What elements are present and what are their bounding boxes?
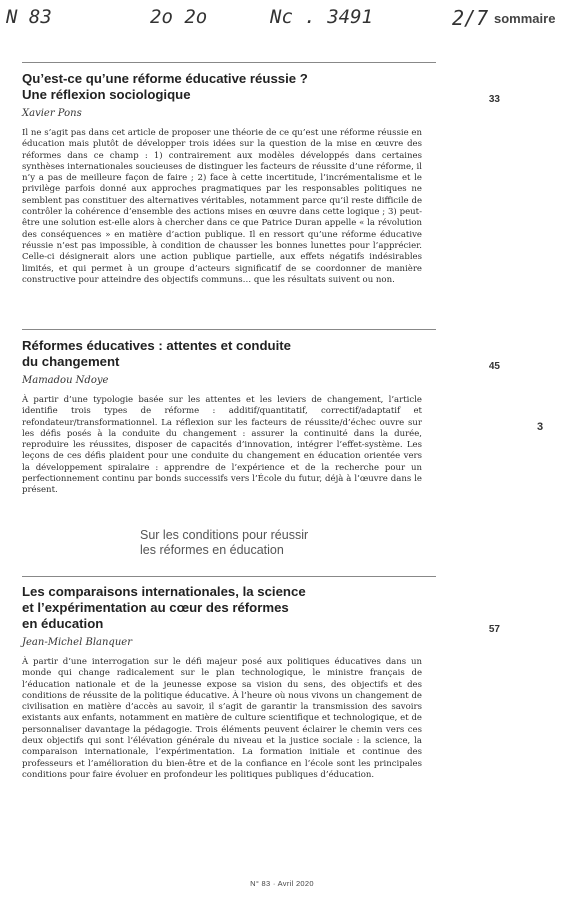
article-title [22,338,452,370]
article-author: Mamadou Ndoye [22,375,109,386]
handwritten-catalog-number: Nc . 3491 [270,6,373,28]
handwritten-issue-number: N 83 [6,6,52,28]
page-marker: 3 [537,421,544,433]
article-title [22,584,452,632]
article-abstract: À partir d’une interrogation sur le défi majeur posé aux politiques éducatives dans un monde qui change radicalement sur le plan technologique, le ministre français de l’éducation nationale et de la jeunesse expose sa vision du sens, des objectifs et des conditions de réussite de la politique éducative. À l’heure où nous vivons un changement de civilisation en matière d’accès au savoir, il s’agit de garantir la transmission des savoirs existants aux enfants, notamment en matière de culture scientifique et technologique, et de personnaliser davantage la pédagogie. Trois éléments peuvent éclairer le chemin vers ces deux objectifs qui sont l’élévation générale du niveau et la justice sociale : la science, la comparaison internationale, l’expérimentation. La formation initiale et continue des professeurs et l’amélioration du bien-être et de la confiance en l’école sont les principales conditions pour faire évoluer en profondeur les politiques publiques d’éducation. [22,657,422,780]
article-title-line: Une réflexion sociologique [22,87,191,102]
article-page-number: 57 [488,624,500,635]
article-title-line: Les comparaisons internationales, la science [22,584,306,599]
article-title-line: du changement [22,354,120,369]
handwritten-year: 2o 2o [150,6,208,28]
section-heading [140,528,400,558]
footer-issue-date: N° 83 · Avril 2020 [250,879,314,888]
article-title [22,71,452,103]
section-heading-line: les réformes en éducation [140,543,284,557]
article-abstract: Il ne s’agit pas dans cet article de proposer une théorie de ce qu’est une réforme réussie en éducation mais plutôt de développer trois idées sur la question de la mise en œuvre des réformes dans ce champ : 1) contrairement aux modèles développés dans certaines synthèses internationales soucieuses de distinguer les facteurs de réussite d’une réforme, il n’y a pas de meilleure façon de faire ; 2) face à cette incertitude, l’incrémentalisme et le privilège parfois donné aux approches pragmatiques par les responsables politiques ne semblent pas constituer des alternatives véritables, notamment parce qu’il reste difficile de contrôler la cohérence d’ensemble des actions mises en œuvre dans cette logique ; 3) peut-être une solution est-elle alors à chercher dans ce que Patrice Duran appelle « la révolution des conséquences » en matière d’action publique. Il en ressort qu’une réforme éducative réussie n’est pas impossible, à condition de chausser les bonnes lunettes pour l’apprécier. Celle-ci désignerait alors une action publique partielle, aux effets négatifs indésirables limités, et qui permet à un groupe d’acteurs significatif de se coordonner de manière constructive pour atteindre des objectifs communs… que les résultats suivent ou non. [22,128,422,285]
article-title-line: Qu’est-ce qu’une réforme éducative réussie ? [22,71,308,86]
divider [22,329,436,330]
article-page-number: 33 [488,94,500,105]
page-title: sommaire [494,11,556,26]
handwritten-fraction: 2/7 [452,6,489,30]
article-title-line: et l’expérimentation au cœur des réformes [22,600,289,615]
section-heading-line: Sur les conditions pour réussir [140,528,309,542]
article-title-line: Réformes éducatives : attentes et conduite [22,338,291,353]
article-abstract: À partir d’une typologie basée sur les attentes et les leviers de changement, l’article identifie trois types de réforme : additif/quantitatif, correctif/adaptatif et refondateur/transformationnel. La réflexion sur les facteurs de réussite/d’échec ouvre sur les défis posés à la conduite du changement : assurer la continuité dans la durée, reproduire les réussites, disposer de capacités d’innovation, intégrer l’effet-système. Les leçons de ces défis plaident pour une conduite du changement en éducation orientée vers la développement spiralaire : apprendre de l’expérience et de la recherche pour un perfectionnement continu par bonds successifs vers l’École du futur, déjà à l’œuvre dans le présent. [22,395,422,496]
article-page-number: 45 [488,361,500,372]
article-title-line: en éducation [22,616,104,631]
divider [22,576,436,577]
article-author: Xavier Pons [22,108,82,119]
article-author: Jean-Michel Blanquer [22,637,132,648]
divider [22,62,436,63]
